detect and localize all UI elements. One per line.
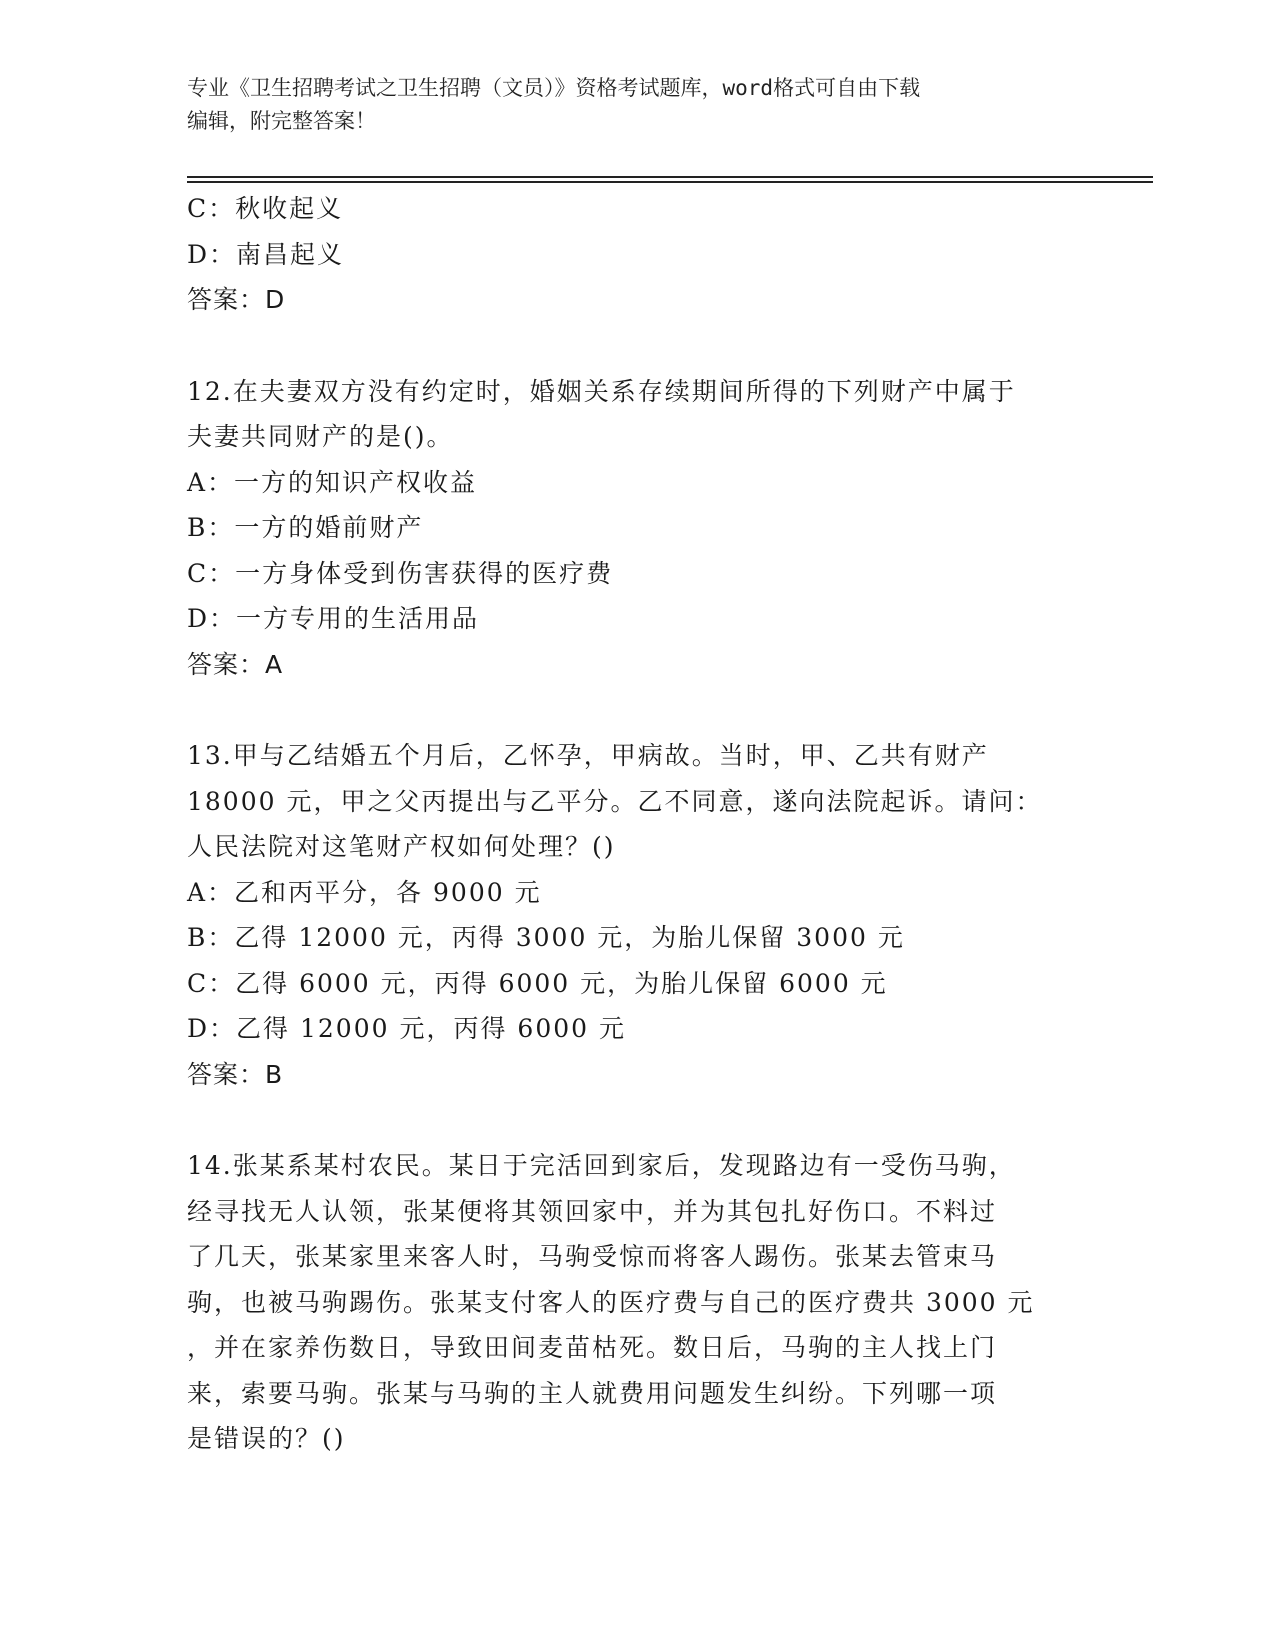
question-stem-line: 12.在夫妻双方没有约定时，婚姻关系存续期间所得的下列财产中属于	[187, 376, 1016, 406]
question-stem-line: 了几天，张某家里来客人时，马驹受惊而将客人踢伤。张某去管束马	[187, 1242, 998, 1271]
answer-line: 答案：D	[187, 285, 286, 314]
question-stem-line: 13.甲与乙结婚五个月后，乙怀孕，甲病故。当时，甲、乙共有财产	[187, 741, 989, 770]
option-d: D：乙得 12000 元，丙得 6000 元	[187, 1014, 626, 1043]
question-stem-line: 人民法院对这笔财产权如何处理？()	[187, 832, 616, 861]
question-stem-line: 来，索要马驹。张某与马驹的主人就费用问题发生纠纷。下列哪一项	[187, 1378, 998, 1408]
option-c: C：秋收起义	[187, 194, 344, 223]
question-14	[187, 1143, 1087, 1462]
option-b: B：一方的婚前财产	[187, 513, 424, 542]
option-c: C：乙得 6000 元，丙得 6000 元，为胎儿保留 6000 元	[187, 968, 888, 998]
question-stem-line: ，并在家养伤数日，导致田间麦苗枯死。数日后，马驹的主人找上门	[187, 1333, 998, 1362]
answer-line: 答案：A	[187, 649, 284, 679]
question-stem-line: 14.张某系某村农民。某日于完活回到家后，发现路边有一受伤马驹，	[187, 1151, 1016, 1180]
prev-question-tail	[187, 186, 1087, 323]
question-12	[187, 369, 1087, 688]
question-stem-line: 驹，也被马驹踢伤。张某支付客人的医疗费与自己的医疗费共 3000 元	[187, 1287, 1035, 1317]
answer-line: 答案：B	[187, 1059, 284, 1089]
option-c: C：一方身体受到伤害获得的医疗费	[187, 558, 614, 588]
header-divider-bottom	[187, 181, 1153, 183]
option-a: A：乙和丙平分，各 9000 元	[187, 877, 542, 907]
question-stem-line: 是错误的？()	[187, 1424, 346, 1453]
document-header	[187, 72, 1087, 138]
option-d: D：南昌起义	[187, 239, 345, 269]
document-body	[187, 186, 1087, 1462]
header-divider-top	[187, 176, 1153, 178]
question-stem-line: 经寻找无人认领，张某便将其领回家中，并为其包扎好伤口。不料过	[187, 1196, 998, 1226]
question-13	[187, 733, 1087, 1097]
header-line-2: 编辑，附完整答案！	[187, 109, 376, 133]
option-b: B：乙得 12000 元，丙得 3000 元，为胎儿保留 3000 元	[187, 923, 905, 952]
question-stem-line: 夫妻共同财产的是()。	[187, 422, 454, 451]
question-stem-line: 18000 元，甲之父丙提出与乙平分。乙不同意，遂向法院起诉。请问：	[187, 786, 1043, 816]
header-line-1: 专业《卫生招聘考试之卫生招聘（文员）》资格考试题库，word格式可自由下载	[187, 76, 921, 100]
option-d: D：一方专用的生活用品	[187, 604, 480, 633]
option-a: A：一方的知识产权收益	[187, 467, 478, 497]
